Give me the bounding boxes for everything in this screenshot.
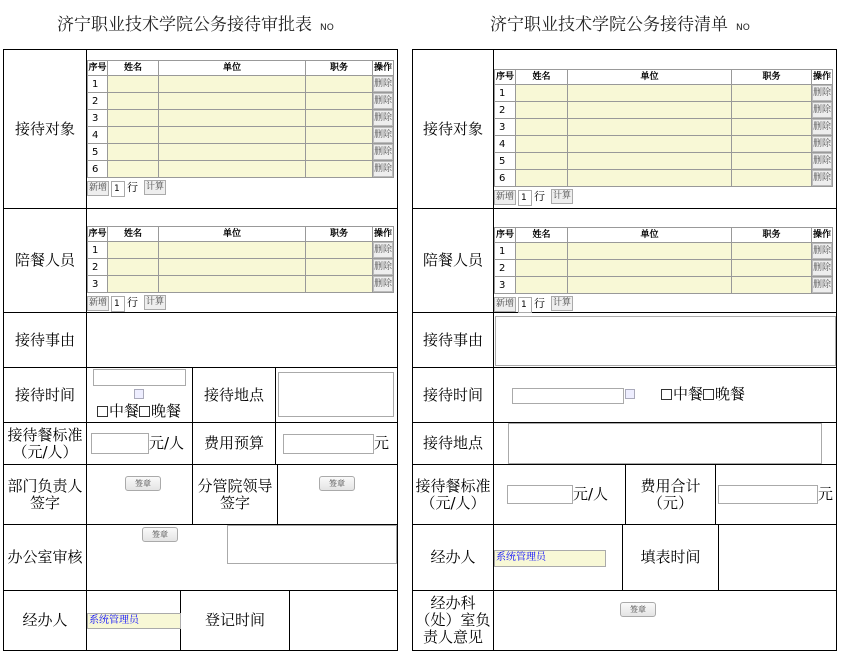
add-count-input[interactable]: 1 [518,297,532,313]
name-input[interactable] [515,259,568,277]
delete-button[interactable]: 删除 [373,144,393,160]
delete-cell [811,276,833,294]
column-header: 单位 [158,226,306,242]
yuan-unit: 元 [818,485,834,503]
column-header: 操作 [372,226,394,242]
add-row-button[interactable]: 新增 [87,296,109,311]
handler-label: 经办人 [3,590,87,651]
dept-sign-label: 部门负责人签字 [3,464,87,525]
position-input[interactable] [305,241,373,259]
position-input[interactable] [731,135,812,153]
name-input[interactable] [107,92,159,110]
position-input[interactable] [731,101,812,119]
standard-input[interactable] [91,433,149,454]
calculate-button[interactable]: 计算 [144,180,166,195]
delete-cell [811,101,833,119]
delete-cell [811,152,833,170]
position-input[interactable] [305,258,373,276]
calculate-button[interactable]: 计算 [551,296,573,311]
dinner-label: 晚餐 [715,385,746,403]
row-number: 5 [494,152,516,170]
unit-input[interactable] [567,242,732,260]
unit-input[interactable] [158,143,306,161]
handler-label: 经办人 [412,524,494,591]
guests-label: 接待对象 [3,49,87,209]
name-input[interactable] [107,160,159,178]
reason-label: 接待事由 [412,312,494,368]
delete-button[interactable]: 删除 [373,161,393,177]
reason-textarea[interactable] [495,316,836,366]
delete-cell [372,109,394,127]
delete-cell [811,118,833,136]
delete-cell [372,92,394,110]
position-input[interactable] [305,126,373,144]
row-number: 3 [87,275,108,293]
position-input[interactable] [305,92,373,110]
name-input[interactable] [515,169,568,187]
delete-button[interactable]: 删除 [812,136,832,152]
lunch-label: 中餐 [673,385,704,403]
dinner-checkbox[interactable] [139,406,150,417]
delete-button[interactable]: 删除 [812,243,832,259]
position-input[interactable] [731,118,812,136]
add-row-button[interactable]: 新增 [494,190,516,205]
unit-input[interactable] [158,109,306,127]
fill-time-label: 填表时间 [622,524,719,591]
row-number: 3 [494,118,516,136]
delete-cell [811,242,833,260]
reg-time-label: 登记时间 [180,590,290,651]
lunch-checkbox[interactable] [97,406,108,417]
time-label: 接待时间 [412,367,494,423]
time-input[interactable] [93,369,186,386]
column-header: 姓名 [515,69,568,85]
standard-label: 接待餐标准（元/人） [412,464,494,525]
delete-cell [811,84,833,102]
office-sign-button[interactable]: 签章 [142,527,178,542]
unit-input[interactable] [158,160,306,178]
unit-input[interactable] [158,241,306,259]
unit-input[interactable] [158,92,306,110]
unit-input[interactable] [158,275,306,293]
unit-input[interactable] [158,258,306,276]
delete-cell [811,169,833,187]
column-header: 序号 [494,227,516,243]
delete-button[interactable]: 删除 [812,170,832,186]
unit-input[interactable] [567,101,732,119]
accompany-label: 陪餐人员 [3,208,87,313]
form-title [490,10,810,35]
column-header: 序号 [87,226,108,242]
title-text: 济宁职业技术学院公务接待清单 [490,15,728,35]
row-number: 6 [494,169,516,187]
time-input[interactable] [512,388,624,404]
time-label: 接待时间 [3,367,87,423]
row-unit-label: 行 [127,181,138,194]
meal-options [97,402,207,420]
name-input[interactable] [515,118,568,136]
row-number: 4 [494,135,516,153]
delete-cell [811,259,833,277]
position-input[interactable] [731,152,812,170]
calendar-icon[interactable] [625,389,635,399]
add-row-button[interactable]: 新增 [494,297,516,312]
budget-input[interactable] [283,434,374,454]
row-number: 2 [494,101,516,119]
position-input[interactable] [305,160,373,178]
delete-button[interactable]: 删除 [373,242,393,258]
row-unit-label: 行 [127,296,138,309]
delete-cell [372,75,394,93]
number-label: NO [736,23,750,33]
unit-input[interactable] [567,276,732,294]
delete-button[interactable]: 删除 [373,276,393,292]
column-header: 职务 [731,227,812,243]
add-count-input[interactable]: 1 [518,190,532,206]
handler-field: 系统管理员 [494,550,606,567]
unit-input[interactable] [567,118,732,136]
row-number: 2 [494,259,516,277]
position-input[interactable] [305,75,373,93]
standard-label: 接待餐标准（元/人） [3,422,87,465]
column-header: 操作 [811,69,833,85]
delete-cell [811,135,833,153]
calculate-button[interactable]: 计算 [551,189,573,204]
position-input[interactable] [731,169,812,187]
unit-input[interactable] [158,75,306,93]
unit-input[interactable] [567,169,732,187]
delete-button[interactable]: 删除 [812,85,832,101]
column-header: 职务 [731,69,812,85]
delete-button[interactable]: 删除 [812,277,832,293]
delete-button[interactable]: 删除 [373,76,393,92]
dept-opinion-cell [493,590,837,651]
guests-label: 接待对象 [412,49,494,209]
column-header: 单位 [567,69,732,85]
total-label: 费用合计（元） [625,464,716,525]
delete-button[interactable]: 删除 [812,119,832,135]
delete-cell [372,241,394,259]
office-opinion-textarea[interactable] [227,525,397,564]
yuan-unit: 元 [374,434,390,452]
position-input[interactable] [305,109,373,127]
delete-button[interactable]: 删除 [812,260,832,276]
column-header: 职务 [305,226,373,242]
delete-button[interactable]: 删除 [373,127,393,143]
column-header: 职务 [305,60,373,76]
name-input[interactable] [107,258,159,276]
name-input[interactable] [107,126,159,144]
delete-cell [372,258,394,276]
budget-label: 费用预算 [192,422,276,465]
leader-sign-button[interactable]: 签章 [319,476,355,491]
row-number: 3 [494,276,516,294]
place-label: 接待地点 [192,367,276,423]
title-text: 济宁职业技术学院公务接待审批表 [57,15,312,35]
reason-label: 接待事由 [3,312,87,368]
add-count-input[interactable]: 1 [111,181,125,197]
handler-field: 系统管理员 [87,613,181,629]
column-header: 操作 [372,60,394,76]
name-input[interactable] [107,275,159,293]
delete-button[interactable]: 删除 [373,110,393,126]
unit-input[interactable] [158,126,306,144]
delete-cell [372,126,394,144]
add-row-button[interactable]: 新增 [87,181,109,196]
name-input[interactable] [515,84,568,102]
delete-button[interactable]: 删除 [373,259,393,275]
place-textarea[interactable] [278,372,394,417]
position-input[interactable] [731,84,812,102]
dept-opinion-label: 经办科（处）室负责人意见 [412,590,494,651]
number-label: NO [320,23,334,33]
delete-button[interactable]: 删除 [373,93,393,109]
dinner-checkbox[interactable] [703,389,714,400]
column-header: 姓名 [107,226,159,242]
office-label: 办公室审核 [3,524,87,591]
delete-cell [372,143,394,161]
column-header: 序号 [87,60,108,76]
column-header: 单位 [567,227,732,243]
meal-options [661,385,771,403]
row-number: 1 [494,242,516,260]
accompany-label: 陪餐人员 [412,208,494,313]
row-number: 6 [87,160,108,178]
add-count-input[interactable]: 1 [111,296,125,312]
name-input[interactable] [515,135,568,153]
delete-cell [372,275,394,293]
row-number: 5 [87,143,108,161]
position-input[interactable] [731,259,812,277]
dept-sign-cell [86,464,193,525]
dinner-label: 晚餐 [151,402,182,420]
total-input[interactable] [718,485,818,504]
row-number: 1 [494,84,516,102]
row-unit-label: 行 [534,190,545,203]
name-input[interactable] [515,101,568,119]
leader-sign-cell [277,464,398,525]
column-header: 操作 [811,227,833,243]
per-person-unit: 元/人 [149,434,185,452]
per-person-unit: 元/人 [573,485,609,503]
position-input[interactable] [305,143,373,161]
delete-button[interactable]: 删除 [812,153,832,169]
calendar-icon[interactable] [134,389,144,399]
name-input[interactable] [515,242,568,260]
fill-time-cell [718,524,837,591]
row-number: 3 [87,109,108,127]
name-input[interactable] [107,241,159,259]
lunch-label: 中餐 [109,402,140,420]
form-title [57,10,377,35]
delete-cell [372,160,394,178]
dept-sign-button[interactable]: 签章 [125,476,161,491]
column-header: 姓名 [515,227,568,243]
lunch-checkbox[interactable] [661,389,672,400]
row-number: 1 [87,241,108,259]
name-input[interactable] [515,152,568,170]
column-header: 序号 [494,69,516,85]
name-input[interactable] [107,143,159,161]
name-input[interactable] [107,109,159,127]
place-textarea[interactable] [508,423,822,464]
place-label: 接待地点 [412,422,494,465]
name-input[interactable] [107,75,159,93]
position-input[interactable] [731,276,812,294]
calculate-button[interactable]: 计算 [144,295,166,310]
position-input[interactable] [731,242,812,260]
row-number: 4 [87,126,108,144]
row-unit-label: 行 [534,297,545,310]
column-header: 姓名 [107,60,159,76]
dept-sign-button[interactable]: 签章 [620,602,656,617]
position-input[interactable] [305,275,373,293]
row-number: 1 [87,75,108,93]
row-number: 2 [87,258,108,276]
row-number: 2 [87,92,108,110]
name-input[interactable] [515,276,568,294]
unit-input[interactable] [567,135,732,153]
leader-sign-label: 分管院领导签字 [192,464,278,525]
delete-button[interactable]: 删除 [812,102,832,118]
unit-input[interactable] [567,84,732,102]
reason-cell [86,312,398,368]
standard-input[interactable] [507,485,573,504]
unit-input[interactable] [567,152,732,170]
reg-time-cell [289,590,398,651]
column-header: 单位 [158,60,306,76]
unit-input[interactable] [567,259,732,277]
